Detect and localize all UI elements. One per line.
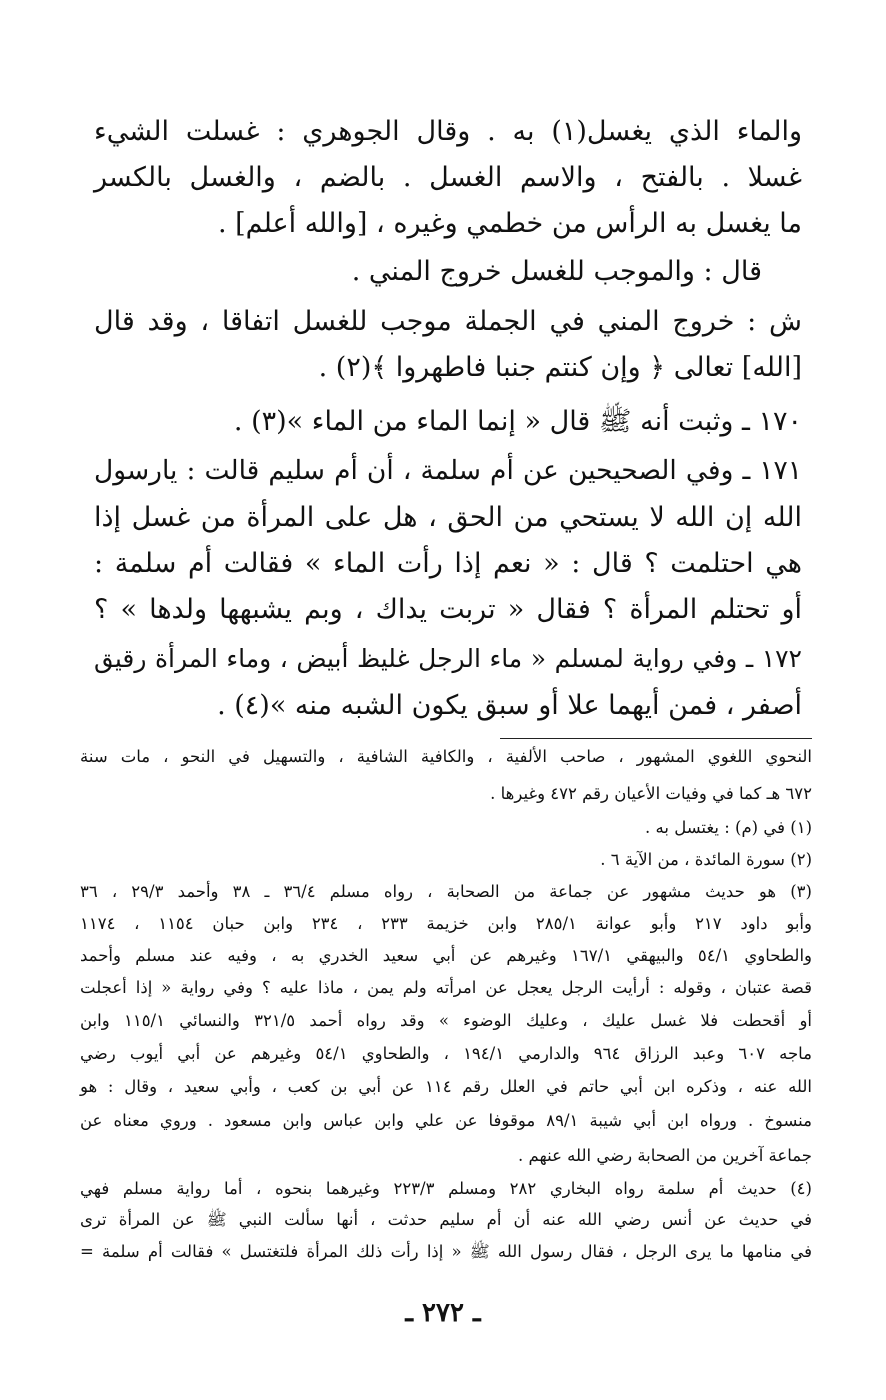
hadith-171: ١٧١ ـ وفي الصحيحين عن أم سلمة ، أن أم سليم قالت : يارسول: [94, 455, 802, 486]
text-line: ما يغسل به الرأس من خطمي وغيره ، [والله أعلم] .: [217, 208, 802, 239]
footnote-line: والطحاوي ٥٤/١ والبيهقي ١٦٧/١ وغيرهم عن أبي سعيد الخدري به ، وفيه عند مسلم وأحمد: [80, 946, 812, 965]
footnote-2: (٢) سورة المائدة ، من الآية ٦ .: [600, 850, 812, 869]
text-line: أو تحتلم المرأة ؟ فقال « تربت يداك ، وبم يشبهها ولدها » ؟: [94, 594, 802, 625]
footnote-3: (٣) هو حديث مشهور عن جماعة من الصحابة ، رواه مسلم ٣٦/٤ ـ ٣٨ وأحمد ٢٩/٣ ، ٣٦: [80, 882, 812, 901]
footnote-line: النحوي اللغوي المشهور ، صاحب الألفية ، والكافية الشافية ، والتسهيل في النحو ، مات سنة: [80, 747, 812, 766]
footnote-line: في منامها ما يرى الرجل ، فقال رسول الله ﷺ « إذا رأت ذلك المرأة فلتغتسل » فقالت أم سلمة =: [80, 1242, 812, 1261]
text-line: غسلا . بالفتح ، والاسم الغسل . بالضم ، والغسل بالكسر: [94, 162, 802, 193]
footnote-1: (١) في (م) : يغتسل به .: [645, 818, 812, 837]
text-line: [الله] تعالى ﴿ وإن كنتم جنبا فاطهروا ﴾(٢) .: [318, 352, 802, 383]
text-line: أصفر ، فمن أيهما علا أو سبق يكون الشبه منه »(٤) .: [217, 690, 802, 721]
hadith-172: ١٧٢ ـ وفي رواية لمسلم « ماء الرجل غليظ أبيض ، وماء المرأة رقيق: [94, 644, 802, 673]
footnote-line: في حديث عن أنس رضي الله عنه أن أم سليم حدثت ، أنها سألت النبي ﷺ عن المرأة ترى: [80, 1210, 812, 1229]
text-line: والماء الذي يغسل(١) به . وقال الجوهري : غسلت الشيء: [94, 116, 802, 147]
footnote-line: منسوخ . ورواه ابن أبي شيبة ٨٩/١ موقوفا عن علي وابن عباس وابن مسعود . وروي معناه عن: [80, 1111, 812, 1130]
footnote-line: جماعة آخرين من الصحابة رضي الله عنهم .: [518, 1146, 812, 1165]
text-line: هي احتلمت ؟ قال : « نعم إذا رأت الماء » فقالت أم سلمة :: [94, 548, 802, 579]
footnote-line: ٦٧٢ هـ كما في وفيات الأعيان رقم ٤٧٢ وغيرها .: [490, 784, 812, 803]
footnote-line: أو أقحطت فلا غسل عليك ، وعليك الوضوء » وقد رواه أحمد ٣٢١/٥ والنسائي ١١٥/١ وابن: [80, 1011, 813, 1030]
footnote-4: (٤) حديث أم سلمة رواه البخاري ٢٨٢ ومسلم ٢٢٣/٣ وغيرهما بنحوه ، أما رواية مسلم فهي: [80, 1179, 812, 1198]
footnote-line: الله عنه ، وذكره ابن أبي حاتم في العلل رقم ١١٤ عن أبي بن كعب ، وأبي سعيد ، وقال : هو: [80, 1077, 812, 1096]
footnote-line: وأبو داود ٢١٧ وأبو عوانة ٢٨٥/١ وابن خزيمة ٢٣٣ ، ٢٣٤ وابن حبان ١١٥٤ ، ١١٧٤: [80, 914, 812, 933]
hadith-170: ١٧٠ ـ وثبت أنه ﷺ قال « إنما الماء من الماء »(٣) .: [233, 406, 802, 437]
footnote-divider: [500, 738, 812, 739]
footnote-line: قصة عتبان ، وقوله : أرأيت الرجل يعجل عن امرأته ولم يمن ، ماذا عليه ؟ وفي رواية « إذا أعجلت: [80, 978, 812, 997]
text-line: قال : والموجب للغسل خروج المني .: [351, 256, 762, 287]
footnote-line: ماجه ٦٠٧ وعبد الرزاق ٩٦٤ والدارمي ١٩٤/١ ، والطحاوي ٥٤/١ وغيرهم عن أبي أيوب رضي: [80, 1044, 813, 1063]
page-number: ـ ٢٧٢ ـ: [405, 1298, 481, 1328]
text-line: الله إن الله لا يستحي من الحق ، هل على المرأة من غسل إذا: [94, 502, 802, 533]
text-line: ش : خروج المني في الجملة موجب للغسل اتفاقا ، وقد قال: [94, 306, 802, 337]
